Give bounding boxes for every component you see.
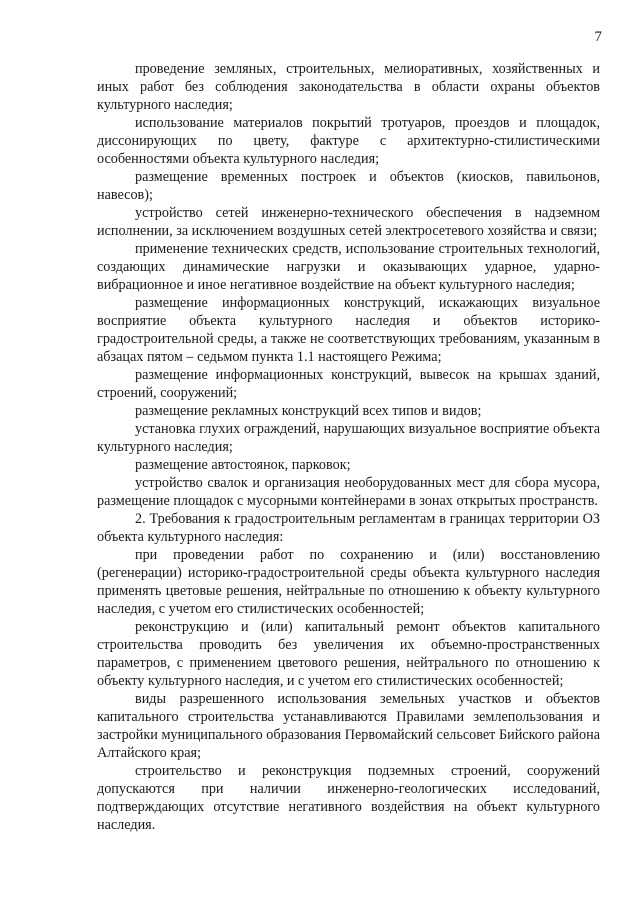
paragraph: устройство свалок и организация необорудованных мест для сбора мусора, размещение площадок с мусорными контейнерами в зонах открытых пространств. [97, 475, 600, 509]
document-body [97, 60, 600, 834]
page-number: 7 [594, 29, 602, 45]
paragraph: применение технических средств, использование строительных технологий, создающих динамические нагрузки и оказывающих ударное, ударно-вибрационное и иное негативное воздействие на объект культурного наследия; [97, 241, 600, 293]
paragraph: размещение информационных конструкций, вывесок на крышах зданий, строений, сооружений; [97, 367, 600, 401]
paragraph: виды разрешенного использования земельных участков и объектов капитального строительства устанавливаются Правилами землепользования и застройки муниципального образования Первомайский сельсовет Бийского района Алтайского края; [97, 691, 600, 761]
paragraph: реконструкцию и (или) капитальный ремонт объектов капитального строительства проводить без увеличения их объемно-пространственных параметров, с применением цветового решения, нейтрального по отношению к объекту культурного наследия, и с учетом его стилистических особенностей; [97, 619, 600, 689]
paragraph: использование материалов покрытий тротуаров, проездов и площадок, диссонирующих по цвету, фактуре с архитектурно-стилистическими особенностями объекта культурного наследия; [97, 115, 600, 167]
paragraph: размещение информационных конструкций, искажающих визуальное восприятие объекта культурного наследия и объектов историко-градостроительной среды, а также не соответствующих требованиям, указанным в абзацах пятом – седьмом пункта 1.1 настоящего Режима; [97, 295, 600, 365]
paragraph: размещение временных построек и объектов (киосков, павильонов, навесов); [97, 169, 600, 203]
paragraph: размещение автостоянок, парковок; [135, 457, 351, 473]
paragraph: проведение земляных, строительных, мелиоративных, хозяйственных и иных работ без соблюдения законодательства в области охраны объектов культурного наследия; [97, 61, 600, 113]
paragraph: при проведении работ по сохранению и (или) восстановлению (регенерации) историко-градостроительной среды объекта культурного наследия применять цветовые решения, нейтральные по отношению к объекту культурного наследия, с учетом его стилистических особенностей; [97, 547, 600, 617]
paragraph: размещение рекламных конструкций всех типов и видов; [135, 403, 482, 419]
section-heading-paragraph: 2. Требования к градостроительным регламентам в границах территории ОЗ объекта культурного наследия: [97, 511, 600, 545]
paragraph: установка глухих ограждений, нарушающих визуальное восприятие объекта культурного наследия; [97, 421, 600, 455]
paragraph: устройство сетей инженерно-технического обеспечения в надземном исполнении, за исключением воздушных сетей электросетевого хозяйства и связи; [97, 205, 600, 239]
paragraph: строительство и реконструкция подземных строений, сооружений допускаются при наличии инженерно-геологических исследований, подтверждающих отсутствие негативного воздействия на объект культурного наследия. [97, 763, 600, 833]
